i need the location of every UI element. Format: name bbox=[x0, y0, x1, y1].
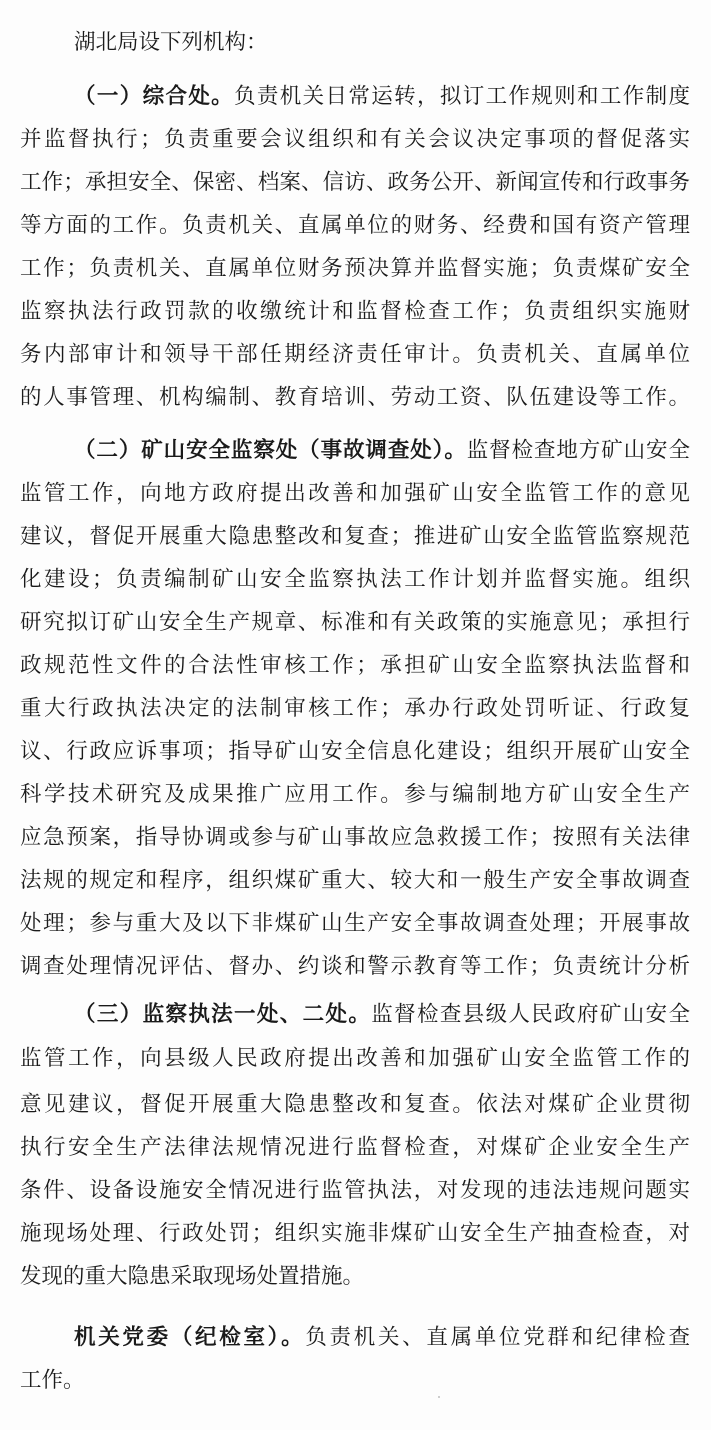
section-3-line-7 bbox=[20, 1262, 690, 1292]
section-1-text: 的人事管理、机构编制、教育培训、劳动工资、队伍建设等工作。 bbox=[20, 385, 690, 410]
section-3-text: 执行安全生产法律法规情况进行监督检查，对煤矿企业安全生产 bbox=[20, 1135, 690, 1160]
section-2-text: 重大行政执法决定的法制审核工作；承办行政处罚听证、行政复 bbox=[20, 696, 690, 721]
section-1-line-6 bbox=[20, 297, 690, 327]
intro-line bbox=[74, 28, 690, 58]
section-2-text: 政规范性文件的合法性审核工作；承担矿山安全监察执法监督和 bbox=[20, 653, 690, 678]
section-2-line-11 bbox=[20, 866, 690, 896]
section-3-text: 监督检查县级人民政府矿山安全 bbox=[371, 1002, 690, 1027]
section-3-line-6 bbox=[20, 1219, 690, 1249]
section-3-text: 意见建议，督促开展重大隐患整改和复查。依法对煤矿企业贯彻 bbox=[20, 1092, 690, 1117]
section-1-text: 并监督执行；负责重要会议组织和有关会议决定事项的督促落实 bbox=[20, 127, 690, 152]
section-1-heading: （一）综合处。 bbox=[74, 84, 235, 109]
section-2-line-9 bbox=[20, 780, 690, 810]
section-2-text: 化建设；负责编制矿山安全监察执法工作计划并监督实施。组织 bbox=[20, 567, 690, 592]
section-2-line-8 bbox=[20, 737, 690, 767]
section-2-line-7 bbox=[20, 694, 690, 724]
section-2-heading: （二）矿山安全监察处（事故调查处）。 bbox=[74, 438, 467, 463]
section-1-line-5 bbox=[20, 254, 690, 284]
section-2-text: 议、行政应诉事项；指导矿山安全信息化建设；组织开展矿山安全 bbox=[20, 739, 690, 764]
section-3-line-3 bbox=[20, 1090, 690, 1120]
section-1-text: 工作；承担安全、保密、档案、信访、政务公开、新闻宣传和行政事务 bbox=[20, 170, 690, 195]
section-1-line-4 bbox=[20, 211, 690, 241]
section-1-line-8 bbox=[20, 383, 690, 413]
section-1-text: 等方面的工作。负责机关、直属单位的财务、经费和国有资产管理 bbox=[20, 213, 690, 238]
section-2-text: 监督检查地方矿山安全 bbox=[466, 438, 690, 463]
section-3-text: 施现场处理、行政处罚；组织实施非煤矿山安全生产抽查检查，对 bbox=[20, 1221, 690, 1246]
section-1-line-7 bbox=[20, 340, 690, 370]
section-4-heading: 机关党委（纪检室）。 bbox=[74, 1325, 306, 1350]
section-2-text: 监管工作，向地方政府提出改善和加强矿山安全监管工作的意见 bbox=[20, 481, 690, 506]
section-4-text: 负责机关、直属单位党群和纪律检查 bbox=[305, 1325, 690, 1350]
section-1-text: 工作；负责机关、直属单位财务预决算并监督实施；负责煤矿安全 bbox=[20, 256, 690, 281]
scan-speck bbox=[438, 1396, 440, 1398]
section-2-line-1 bbox=[74, 436, 690, 466]
section-2-line-4 bbox=[20, 565, 690, 595]
section-2-text: 研究拟订矿山安全生产规章、标准和有关政策的实施意见；承担行 bbox=[20, 610, 690, 635]
section-4-line-2 bbox=[20, 1366, 690, 1396]
section-1-line-3 bbox=[20, 168, 690, 198]
section-3-line-2 bbox=[20, 1044, 690, 1074]
section-2-line-6 bbox=[20, 651, 690, 681]
section-1-line-1 bbox=[74, 82, 690, 112]
section-4-text: 工作。 bbox=[20, 1368, 85, 1393]
section-3-text: 条件、设备设施安全情况进行监管执法，对发现的违法违规问题实 bbox=[20, 1178, 690, 1203]
section-1-line-2 bbox=[20, 125, 690, 155]
intro-text: 湖北局设下列机构： bbox=[74, 30, 268, 55]
section-2-line-10 bbox=[20, 823, 690, 853]
section-2-text: 法规的规定和程序，组织煤矿重大、较大和一般生产安全事故调查 bbox=[20, 868, 690, 893]
section-2-text: 应急预案，指导协调或参与矿山事故应急救援工作；按照有关法律 bbox=[20, 825, 690, 850]
section-1-text: 负责机关日常运转，拟订工作规则和工作制度 bbox=[234, 84, 690, 109]
section-1-text: 务内部审计和领导干部任期经济责任审计。负责机关、直属单位 bbox=[20, 342, 690, 367]
section-2-text: 处理；参与重大及以下非煤矿山生产安全事故调查处理；开展事故 bbox=[20, 911, 690, 936]
section-2-line-13 bbox=[20, 952, 690, 982]
section-4-line-1 bbox=[74, 1323, 690, 1353]
section-2-text: 科学技术研究及成果推广应用工作。参与编制地方矿山安全生产 bbox=[20, 782, 690, 807]
section-3-line-1 bbox=[74, 1000, 690, 1030]
section-2-line-5 bbox=[20, 608, 690, 638]
section-3-line-4 bbox=[20, 1133, 690, 1163]
section-2-line-12 bbox=[20, 909, 690, 939]
section-3-line-5 bbox=[20, 1176, 690, 1206]
section-2-text: 建议，督促开展重大隐患整改和复查；推进矿山安全监管监察规范 bbox=[20, 524, 690, 549]
section-3-text: 发现的重大隐患采取现场处置措施。 bbox=[20, 1264, 365, 1289]
section-3-heading: （三）监察执法一处、二处。 bbox=[74, 1002, 372, 1027]
section-2-line-3 bbox=[20, 522, 690, 552]
section-2-text: 调查处理情况评估、督办、约谈和警示教育等工作；负责统计分析 bbox=[20, 954, 690, 979]
section-1-text: 监察执法行政罚款的收缴统计和监督检查工作；负责组织实施财 bbox=[20, 299, 690, 324]
section-2-line-2 bbox=[20, 479, 690, 509]
section-3-text: 监管工作，向县级人民政府提出改善和加强矿山安全监管工作的 bbox=[20, 1046, 690, 1071]
